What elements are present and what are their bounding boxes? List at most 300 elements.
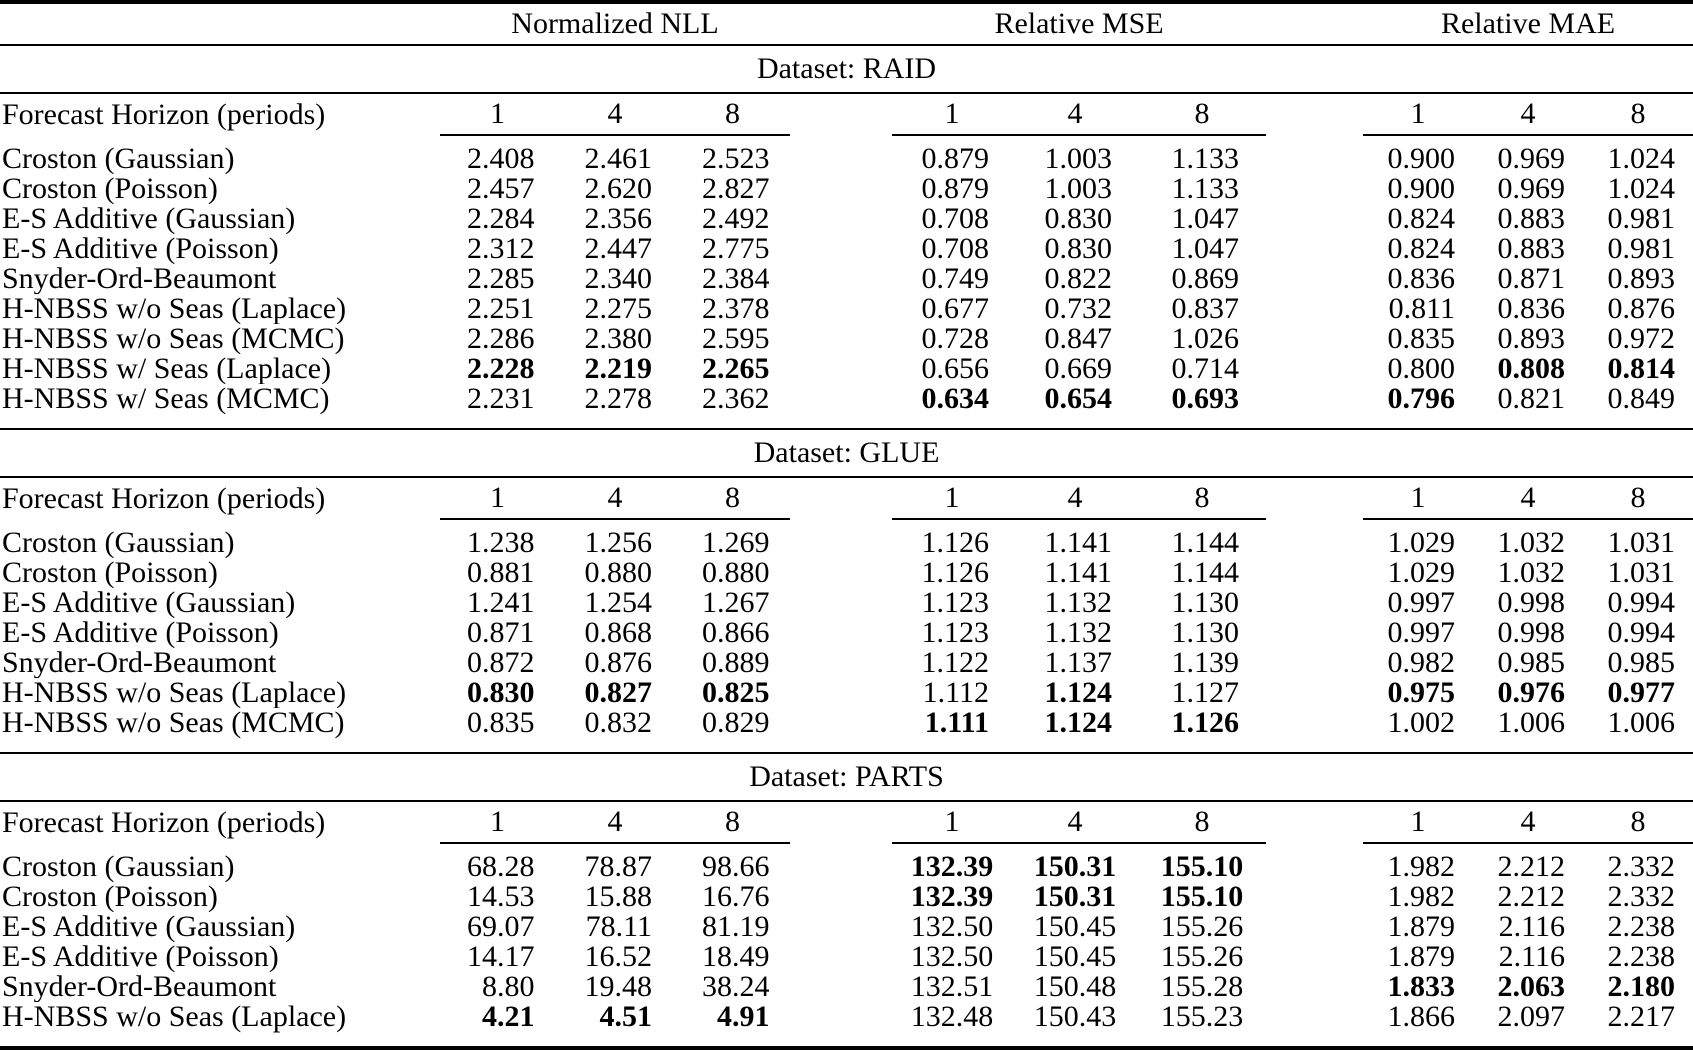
value-cell bbox=[1138, 618, 1266, 648]
metric-value: 0.837 bbox=[1171, 294, 1240, 324]
value-cell bbox=[892, 519, 1012, 558]
metric-value: 4.91 bbox=[717, 1002, 770, 1033]
metric-value: 18.49 bbox=[702, 942, 770, 972]
value-cell bbox=[1138, 588, 1266, 618]
metric-value: 2.063 bbox=[1497, 972, 1566, 1002]
metric-value: 155.26 bbox=[1160, 912, 1244, 942]
dataset-label: Dataset: GLUE bbox=[0, 429, 1693, 477]
metric-value: 0.883 bbox=[1497, 234, 1566, 264]
value-cell bbox=[440, 1002, 555, 1048]
value-cell bbox=[892, 294, 1012, 324]
metric-value: 2.492 bbox=[702, 204, 770, 234]
metric-value: 0.893 bbox=[1607, 264, 1676, 294]
value-cell bbox=[1583, 384, 1693, 429]
method-row bbox=[0, 1002, 1693, 1048]
value-cell bbox=[1138, 648, 1266, 678]
metric-value: 2.285 bbox=[467, 264, 535, 294]
value-cell bbox=[1473, 234, 1583, 264]
value-cell bbox=[1138, 264, 1266, 294]
value-cell bbox=[1363, 912, 1473, 942]
value-cell bbox=[1138, 354, 1266, 384]
metric-value: 1.144 bbox=[1171, 558, 1240, 588]
metric-value: 0.889 bbox=[702, 648, 770, 678]
metric-value: 1.269 bbox=[702, 526, 770, 558]
metric-value: 2.231 bbox=[467, 384, 535, 415]
group-gap bbox=[790, 588, 892, 618]
value-cell bbox=[1473, 618, 1583, 648]
metric-value: 0.981 bbox=[1607, 204, 1676, 234]
value-cell bbox=[675, 588, 790, 618]
value-cell bbox=[892, 174, 1012, 204]
metric-value: 2.238 bbox=[1607, 912, 1676, 942]
method-row bbox=[0, 519, 1693, 558]
metric-value: 1.256 bbox=[584, 526, 652, 558]
group-gap bbox=[790, 912, 892, 942]
horizon-col-8: 8 bbox=[1583, 801, 1693, 843]
value-cell bbox=[1583, 882, 1693, 912]
metric-value: 0.796 bbox=[1387, 384, 1456, 415]
horizon-col-1: 1 bbox=[440, 477, 555, 519]
value-cell bbox=[555, 354, 675, 384]
metric-value: 0.714 bbox=[1171, 354, 1240, 384]
horizon-col-1: 1 bbox=[440, 93, 555, 135]
metric-value: 78.87 bbox=[584, 850, 652, 882]
value-cell bbox=[1583, 942, 1693, 972]
method-label: H-NBSS w/o Seas (MCMC) bbox=[2, 708, 345, 739]
method-row bbox=[0, 135, 1693, 174]
metric-value: 2.251 bbox=[467, 294, 535, 324]
metric-value: 15.88 bbox=[584, 882, 652, 912]
group-gap bbox=[1266, 558, 1363, 588]
value-cell bbox=[440, 234, 555, 264]
value-cell bbox=[1583, 294, 1693, 324]
value-cell bbox=[440, 618, 555, 648]
value-cell bbox=[440, 648, 555, 678]
metric-value: 2.278 bbox=[584, 384, 652, 415]
value-cell bbox=[1473, 558, 1583, 588]
value-cell bbox=[1363, 942, 1473, 972]
horizon-label: Forecast Horizon (periods) bbox=[2, 97, 326, 131]
metric-value: 1.024 bbox=[1607, 142, 1676, 174]
metric-value: 0.835 bbox=[467, 708, 535, 739]
metric-value: 155.28 bbox=[1160, 972, 1244, 1002]
metric-value: 0.880 bbox=[702, 558, 770, 588]
value-cell bbox=[440, 588, 555, 618]
metric-value: 132.50 bbox=[910, 942, 994, 972]
value-cell bbox=[1583, 234, 1693, 264]
metric-value: 0.656 bbox=[921, 354, 989, 384]
method-label: Snyder-Ord-Beaumont bbox=[2, 972, 277, 1002]
value-cell bbox=[1012, 912, 1138, 942]
value-cell bbox=[555, 882, 675, 912]
value-cell bbox=[892, 618, 1012, 648]
metric-value: 1.141 bbox=[1044, 526, 1112, 558]
horizon-col-1: 1 bbox=[892, 477, 1012, 519]
metric-value: 132.50 bbox=[910, 912, 994, 942]
group-gap bbox=[790, 519, 892, 558]
group-gap bbox=[790, 204, 892, 234]
value-cell bbox=[1012, 324, 1138, 354]
metric-value: 0.981 bbox=[1607, 234, 1676, 264]
metric-value: 0.708 bbox=[921, 234, 989, 264]
group-gap bbox=[1266, 972, 1363, 1002]
metric-value: 0.821 bbox=[1497, 384, 1566, 415]
value-cell bbox=[440, 204, 555, 234]
horizon-row bbox=[0, 93, 1693, 135]
group-gap bbox=[1266, 942, 1363, 972]
value-cell bbox=[1138, 384, 1266, 429]
metric-value: 2.228 bbox=[467, 354, 535, 384]
horizon-col-1: 1 bbox=[1363, 801, 1473, 843]
group-gap bbox=[790, 135, 892, 174]
value-cell bbox=[1012, 882, 1138, 912]
metric-value: 38.24 bbox=[702, 972, 770, 1002]
value-cell bbox=[675, 1002, 790, 1048]
value-cell bbox=[892, 384, 1012, 429]
method-row bbox=[0, 912, 1693, 942]
metric-value: 0.893 bbox=[1497, 324, 1566, 354]
value-cell bbox=[1473, 384, 1583, 429]
group-gap bbox=[790, 174, 892, 204]
metric-value: 1.141 bbox=[1044, 558, 1112, 588]
metric-value: 0.883 bbox=[1497, 204, 1566, 234]
metric-value: 16.52 bbox=[584, 942, 652, 972]
method-row bbox=[0, 882, 1693, 912]
value-cell bbox=[1138, 204, 1266, 234]
value-cell bbox=[1138, 912, 1266, 942]
metric-value: 0.835 bbox=[1387, 324, 1456, 354]
value-cell bbox=[1012, 558, 1138, 588]
value-cell bbox=[892, 648, 1012, 678]
metric-value: 2.286 bbox=[467, 324, 535, 354]
method-label: E-S Additive (Gaussian) bbox=[2, 912, 296, 942]
value-cell bbox=[555, 1002, 675, 1048]
value-cell bbox=[1473, 204, 1583, 234]
value-cell bbox=[1363, 618, 1473, 648]
group-gap bbox=[1266, 93, 1363, 135]
value-cell bbox=[1012, 135, 1138, 174]
metric-value: 98.66 bbox=[702, 850, 770, 882]
metric-value: 0.998 bbox=[1497, 618, 1566, 648]
metric-value: 1.132 bbox=[1044, 618, 1112, 648]
metric-value: 1.029 bbox=[1387, 558, 1456, 588]
horizon-col-4: 4 bbox=[1012, 801, 1138, 843]
group-gap bbox=[1266, 588, 1363, 618]
metric-value: 69.07 bbox=[467, 912, 535, 942]
value-cell bbox=[892, 264, 1012, 294]
metric-value: 155.10 bbox=[1160, 850, 1244, 882]
value-cell bbox=[1012, 204, 1138, 234]
value-cell bbox=[1583, 678, 1693, 708]
metric-value: 1.112 bbox=[922, 678, 989, 708]
horizon-col-4: 4 bbox=[1473, 477, 1583, 519]
value-cell bbox=[440, 678, 555, 708]
method-row bbox=[0, 942, 1693, 972]
horizon-col-1: 1 bbox=[1363, 477, 1473, 519]
group-gap bbox=[790, 234, 892, 264]
value-cell bbox=[1473, 354, 1583, 384]
value-cell bbox=[440, 843, 555, 882]
metric-value: 132.39 bbox=[910, 850, 994, 882]
value-cell bbox=[1583, 912, 1693, 942]
method-row bbox=[0, 843, 1693, 882]
horizon-col-1: 1 bbox=[440, 801, 555, 843]
metric-value: 1.130 bbox=[1171, 588, 1240, 618]
value-cell bbox=[1473, 882, 1583, 912]
dataset-label: Dataset: RAID bbox=[0, 45, 1693, 93]
method-label: H-NBSS w/o Seas (Laplace) bbox=[2, 294, 347, 324]
value-cell bbox=[1583, 135, 1693, 174]
horizon-label: Forecast Horizon (periods) bbox=[2, 805, 326, 839]
group-gap bbox=[1266, 648, 1363, 678]
method-label: Croston (Poisson) bbox=[2, 558, 218, 588]
value-cell bbox=[1583, 843, 1693, 882]
value-cell bbox=[1583, 558, 1693, 588]
group-gap bbox=[790, 324, 892, 354]
metric-value: 81.19 bbox=[702, 912, 770, 942]
group-gap bbox=[1266, 912, 1363, 942]
metric-value: 0.876 bbox=[584, 648, 652, 678]
metric-value: 0.830 bbox=[1044, 234, 1112, 264]
method-row bbox=[0, 234, 1693, 264]
value-cell bbox=[1473, 324, 1583, 354]
metric-value: 0.997 bbox=[1387, 588, 1456, 618]
value-cell bbox=[1012, 294, 1138, 324]
group-gap bbox=[790, 618, 892, 648]
value-cell bbox=[892, 234, 1012, 264]
value-cell bbox=[1473, 588, 1583, 618]
method-label: E-S Additive (Poisson) bbox=[2, 234, 279, 264]
horizon-col-8: 8 bbox=[1583, 93, 1693, 135]
horizon-col-4: 4 bbox=[1473, 801, 1583, 843]
group-gap bbox=[790, 843, 892, 882]
metric-value: 1.241 bbox=[467, 588, 535, 618]
value-cell bbox=[440, 558, 555, 588]
method-label: H-NBSS w/o Seas (Laplace) bbox=[2, 678, 347, 708]
value-cell bbox=[1138, 882, 1266, 912]
value-cell bbox=[1473, 843, 1583, 882]
value-cell bbox=[555, 558, 675, 588]
metric-value: 0.830 bbox=[1044, 204, 1112, 234]
metric-value: 1.137 bbox=[1044, 648, 1112, 678]
value-cell bbox=[1473, 135, 1583, 174]
metric-value: 0.811 bbox=[1388, 294, 1456, 324]
method-label: H-NBSS w/ Seas (Laplace) bbox=[2, 354, 332, 384]
method-label: E-S Additive (Gaussian) bbox=[2, 204, 296, 234]
metric-value: 0.869 bbox=[1171, 264, 1240, 294]
metric-value: 0.866 bbox=[702, 618, 770, 648]
value-cell bbox=[675, 234, 790, 264]
method-row bbox=[0, 294, 1693, 324]
metric-value: 2.097 bbox=[1497, 1002, 1566, 1033]
metric-value: 2.212 bbox=[1497, 850, 1566, 882]
metric-value: 2.362 bbox=[702, 384, 770, 415]
metric-value: 19.48 bbox=[584, 972, 652, 1002]
method-row bbox=[0, 708, 1693, 753]
metric-value: 0.830 bbox=[467, 678, 535, 708]
dataset-section bbox=[0, 753, 1693, 1048]
horizon-col-1: 1 bbox=[1363, 93, 1473, 135]
horizon-col-1: 1 bbox=[892, 801, 1012, 843]
value-cell bbox=[675, 912, 790, 942]
metric-value: 2.340 bbox=[584, 264, 652, 294]
value-cell bbox=[440, 384, 555, 429]
metric-value: 2.116 bbox=[1498, 912, 1566, 942]
metric-value: 2.461 bbox=[584, 142, 652, 174]
value-cell bbox=[1138, 942, 1266, 972]
metric-value: 0.998 bbox=[1497, 588, 1566, 618]
horizon-col-4: 4 bbox=[555, 477, 675, 519]
dataset-header-row bbox=[0, 429, 1693, 477]
metric-value: 14.17 bbox=[467, 942, 535, 972]
metric-value: 0.977 bbox=[1607, 678, 1676, 708]
metric-value: 2.408 bbox=[467, 142, 535, 174]
value-cell bbox=[1012, 843, 1138, 882]
metric-value: 1.006 bbox=[1497, 708, 1566, 739]
value-cell bbox=[1363, 294, 1473, 324]
value-cell bbox=[555, 324, 675, 354]
value-cell bbox=[892, 1002, 1012, 1048]
metric-value: 0.836 bbox=[1497, 294, 1566, 324]
method-label: Snyder-Ord-Beaumont bbox=[2, 264, 277, 294]
metric-value: 1.003 bbox=[1044, 142, 1112, 174]
metric-value: 1.130 bbox=[1171, 618, 1240, 648]
method-label: H-NBSS w/ Seas (MCMC) bbox=[2, 384, 330, 415]
value-cell bbox=[675, 294, 790, 324]
metric-value: 1.002 bbox=[1387, 708, 1456, 739]
value-cell bbox=[675, 264, 790, 294]
metric-value: 0.997 bbox=[1387, 618, 1456, 648]
metric-value: 2.378 bbox=[702, 294, 770, 324]
group-gap bbox=[790, 354, 892, 384]
group-gap bbox=[1266, 384, 1363, 429]
metric-value: 150.31 bbox=[1033, 850, 1117, 882]
value-cell bbox=[1138, 1002, 1266, 1048]
metric-value: 1.124 bbox=[1044, 708, 1112, 739]
value-cell bbox=[675, 708, 790, 753]
dataset-label: Dataset: PARTS bbox=[0, 753, 1693, 801]
metric-value: 0.654 bbox=[1044, 384, 1112, 415]
dataset-header-row bbox=[0, 45, 1693, 93]
value-cell bbox=[675, 618, 790, 648]
metric-value: 1.047 bbox=[1171, 234, 1240, 264]
metric-value: 0.832 bbox=[584, 708, 652, 739]
value-cell bbox=[1138, 234, 1266, 264]
group-gap bbox=[1266, 2, 1363, 45]
value-cell bbox=[1363, 234, 1473, 264]
method-row bbox=[0, 558, 1693, 588]
metric-value: 0.814 bbox=[1607, 354, 1676, 384]
value-cell bbox=[675, 972, 790, 1002]
group-gap bbox=[1266, 294, 1363, 324]
value-cell bbox=[1138, 294, 1266, 324]
horizon-col-8: 8 bbox=[1138, 93, 1266, 135]
value-cell bbox=[440, 972, 555, 1002]
value-cell bbox=[1363, 324, 1473, 354]
value-cell bbox=[555, 618, 675, 648]
value-cell bbox=[1138, 843, 1266, 882]
value-cell bbox=[555, 384, 675, 429]
value-cell bbox=[1363, 519, 1473, 558]
group-gap bbox=[1266, 618, 1363, 648]
group-gap bbox=[790, 477, 892, 519]
method-label: Snyder-Ord-Beaumont bbox=[2, 648, 277, 678]
metric-value: 1.133 bbox=[1171, 174, 1240, 204]
value-cell bbox=[675, 843, 790, 882]
method-row bbox=[0, 588, 1693, 618]
value-cell bbox=[892, 135, 1012, 174]
horizon-col-4: 4 bbox=[1012, 93, 1138, 135]
horizon-col-8: 8 bbox=[1138, 801, 1266, 843]
value-cell bbox=[1473, 264, 1583, 294]
metric-value: 155.23 bbox=[1160, 1002, 1244, 1033]
value-cell bbox=[1012, 588, 1138, 618]
metric-value: 2.212 bbox=[1497, 882, 1566, 912]
value-cell bbox=[892, 558, 1012, 588]
method-row bbox=[0, 264, 1693, 294]
metric-value: 150.45 bbox=[1033, 912, 1117, 942]
value-cell bbox=[1583, 1002, 1693, 1048]
dataset-section bbox=[0, 45, 1693, 429]
horizon-col-1: 1 bbox=[892, 93, 1012, 135]
metric-value: 1.029 bbox=[1387, 526, 1456, 558]
value-cell bbox=[555, 942, 675, 972]
metric-value: 1.254 bbox=[584, 588, 652, 618]
value-cell bbox=[440, 135, 555, 174]
metric-value: 0.849 bbox=[1607, 384, 1676, 415]
value-cell bbox=[555, 648, 675, 678]
value-cell bbox=[1138, 972, 1266, 1002]
group-gap bbox=[1266, 708, 1363, 753]
metric-value: 2.284 bbox=[467, 204, 535, 234]
metric-value: 0.868 bbox=[584, 618, 652, 648]
group-gap bbox=[1266, 843, 1363, 882]
dataset-header-row bbox=[0, 753, 1693, 801]
value-cell bbox=[555, 843, 675, 882]
metric-value: 0.669 bbox=[1044, 354, 1112, 384]
group-gap bbox=[1266, 354, 1363, 384]
metric-value: 1.833 bbox=[1387, 972, 1456, 1002]
method-row bbox=[0, 648, 1693, 678]
value-cell bbox=[555, 519, 675, 558]
metric-value: 0.879 bbox=[921, 142, 989, 174]
value-cell bbox=[1012, 354, 1138, 384]
value-cell bbox=[1473, 1002, 1583, 1048]
metric-value: 0.634 bbox=[921, 384, 989, 415]
method-label: H-NBSS w/o Seas (MCMC) bbox=[2, 324, 345, 354]
method-label: Croston (Gaussian) bbox=[2, 849, 235, 882]
metric-value: 0.829 bbox=[702, 708, 770, 739]
value-cell bbox=[675, 678, 790, 708]
horizon-col-8: 8 bbox=[675, 93, 790, 135]
group-gap bbox=[790, 558, 892, 588]
method-label: E-S Additive (Gaussian) bbox=[2, 588, 296, 618]
metric-value: 0.693 bbox=[1171, 384, 1240, 415]
horizon-row bbox=[0, 801, 1693, 843]
value-cell bbox=[1363, 204, 1473, 234]
value-cell bbox=[1583, 618, 1693, 648]
metric-value: 2.380 bbox=[584, 324, 652, 354]
metric-value: 132.51 bbox=[910, 972, 994, 1002]
value-cell bbox=[892, 708, 1012, 753]
value-cell bbox=[1012, 648, 1138, 678]
value-cell bbox=[1363, 135, 1473, 174]
group-gap bbox=[1266, 519, 1363, 558]
value-cell bbox=[1138, 558, 1266, 588]
value-cell bbox=[1473, 648, 1583, 678]
value-cell bbox=[1012, 972, 1138, 1002]
value-cell bbox=[1473, 972, 1583, 1002]
